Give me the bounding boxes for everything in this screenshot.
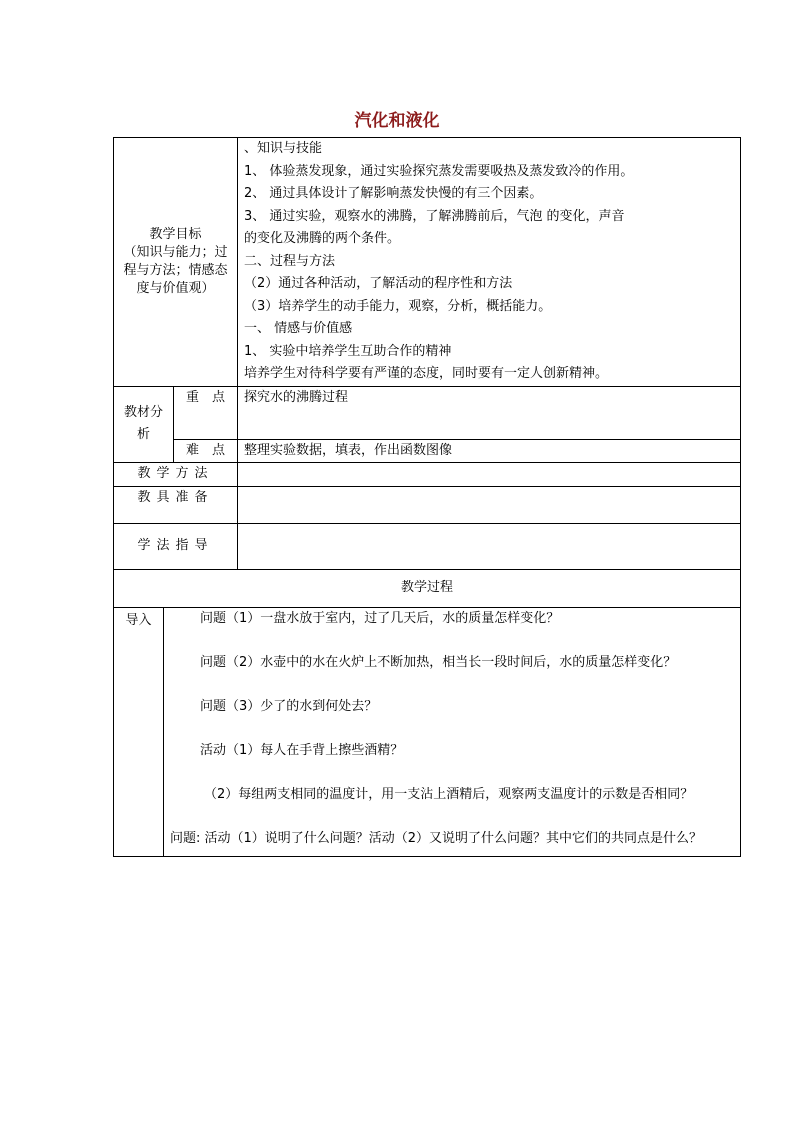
intro-line: 活动（1）每人在手背上擦些酒精？ — [200, 742, 404, 758]
objectives-line: 3、 通过实验，观察水的沸腾，了解沸腾前后，气泡 的变化，声音 — [244, 208, 625, 224]
intro-line: 问题（3）少了的水到何处去？ — [200, 698, 378, 714]
method-row — [114, 463, 741, 487]
teaching-method-label: 教学方法 — [114, 463, 238, 487]
objectives-content — [238, 138, 741, 387]
objectives-line: 一、 情感与价值感 — [244, 321, 353, 336]
guide-row — [114, 523, 741, 569]
process-header: 教学过程 — [114, 569, 741, 607]
study-guide-value — [238, 523, 741, 569]
study-guide-label: 学法指导 — [114, 523, 238, 569]
objectives-line: 1、 实验中培养学生互助合作的精神 — [244, 343, 452, 359]
intro-line: 问题（1）一盘水放于室内，过了几天后，水的质量怎样变化？ — [200, 610, 560, 626]
difficulty-label: 难 点 — [174, 439, 238, 463]
objectives-line: （2）通过各种活动，了解活动的程序性和方法 — [244, 276, 513, 291]
difficulty-value: 整理实验数据，填表，作出函数图像 — [238, 439, 741, 463]
intro-row — [114, 607, 741, 856]
analysis-label: 教材分 析 — [114, 386, 174, 463]
page-title: 汽化和液化 — [354, 111, 440, 131]
objectives-line: 的变化及沸腾的两个条件。 — [244, 231, 401, 246]
objectives-line: 、知识与技能 — [244, 141, 323, 156]
objectives-line: 2、 通过具体设计了解影响蒸发快慢的有三个因素。 — [244, 186, 543, 201]
objectives-line: （3）培养学生的动手能力，观察，分析，概括能力。 — [244, 298, 552, 314]
objectives-line: 1、 体验蒸发现象，通过实验探究蒸发需要吸热及蒸发致冷的作用。 — [244, 163, 634, 179]
objectives-line: 二、过程与方法 — [244, 253, 336, 269]
process-header-row — [114, 569, 741, 607]
key-point-label: 重 点 — [174, 386, 238, 439]
equipment-row — [114, 486, 741, 523]
lesson-plan-table — [113, 137, 741, 857]
intro-line: 问题（2）水壶中的水在火炉上不断加热，相当长一段时间后，水的质量怎样变化？ — [200, 654, 677, 670]
equipment-value — [238, 486, 741, 523]
teaching-method-value — [238, 463, 741, 487]
equipment-label: 教具准备 — [114, 486, 238, 523]
key-point-value: 探究水的沸腾过程 — [238, 386, 741, 439]
intro-label: 导入 — [114, 607, 164, 856]
objectives-line: 培养学生对待科学要有严谨的态度，同时要有一定人创新精神。 — [244, 366, 609, 381]
objectives-row — [114, 138, 741, 387]
intro-line: 问题: 活动（1）说明了什么问题？活动（2）又说明了什么问题？其中它们的共同点是什么？ — [170, 830, 703, 846]
objectives-label: 教学目标 （知识与能力；过 程与方法；情感态 度与价值观） — [114, 138, 238, 387]
analysis-key-row — [114, 386, 741, 439]
intro-line: （2）每组两支相同的温度计，用一支沾上酒精后，观察两支温度计的示数是否相同？ — [204, 786, 694, 802]
analysis-difficulty-row — [114, 439, 741, 463]
intro-content — [164, 607, 741, 856]
